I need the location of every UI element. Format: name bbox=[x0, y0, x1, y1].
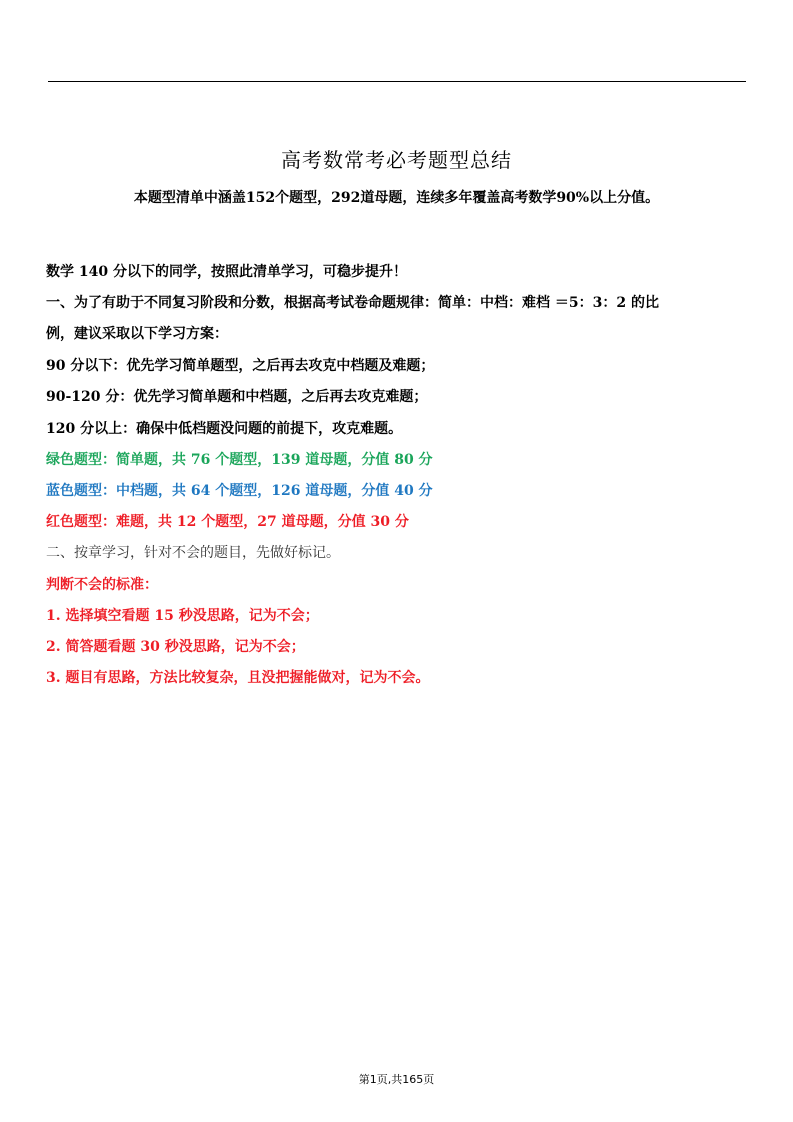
blue-type-line: 蓝色题型：中档题，共 64 个题型，126 道母题，分值 40 分 bbox=[46, 483, 433, 499]
page-footer: 第1页,共165页 bbox=[358, 1073, 435, 1086]
criteria-item-2: 2. 简答题看题 30 秒没思路，记为不会； bbox=[46, 639, 305, 655]
criteria-item-3: 3. 题目有思路，方法比较复杂，且没把握能做对，记为不会。 bbox=[46, 670, 430, 686]
red-type-line: 红色题型：难题，共 12 个题型，27 道母题，分值 30 分 bbox=[46, 514, 409, 530]
section-two-line: 二、按章学习，针对不会的题目，先做好标记。 bbox=[46, 545, 340, 561]
document-title: 高考数常考必考题型总结 bbox=[281, 148, 512, 172]
section-one-line-2: 例，建议采取以下学习方案： bbox=[46, 326, 228, 342]
intro-line: 数学 140 分以下的同学，按照此清单学习，可稳步提升！ bbox=[46, 264, 407, 280]
section-one-line-1: 一、为了有助于不同复习阶段和分数，根据高考试卷命题规律：简单：中档：难档 ＝5：3：2 的比 bbox=[46, 295, 659, 311]
criteria-item-1: 1. 选择填空看题 15 秒没思路，记为不会； bbox=[46, 608, 319, 624]
document-subtitle: 本题型清单中涵盖152个题型，292道母题，连续多年覆盖高考数学90%以上分值。 bbox=[133, 190, 660, 206]
criteria-heading: 判断不会的标准： bbox=[46, 577, 158, 593]
plan-90-120: 90-120 分：优先学习简单题和中档题，之后再去攻克难题； bbox=[46, 389, 428, 405]
plan-above-120: 120 分以上：确保中低档题没问题的前提下，攻克难题。 bbox=[46, 421, 403, 437]
green-type-line: 绿色题型：简单题，共 76 个题型，139 道母题，分值 80 分 bbox=[46, 452, 433, 468]
header-rule bbox=[48, 81, 746, 82]
plan-below-90: 90 分以下：优先学习简单题型，之后再去攻克中档题及难题； bbox=[46, 358, 435, 374]
